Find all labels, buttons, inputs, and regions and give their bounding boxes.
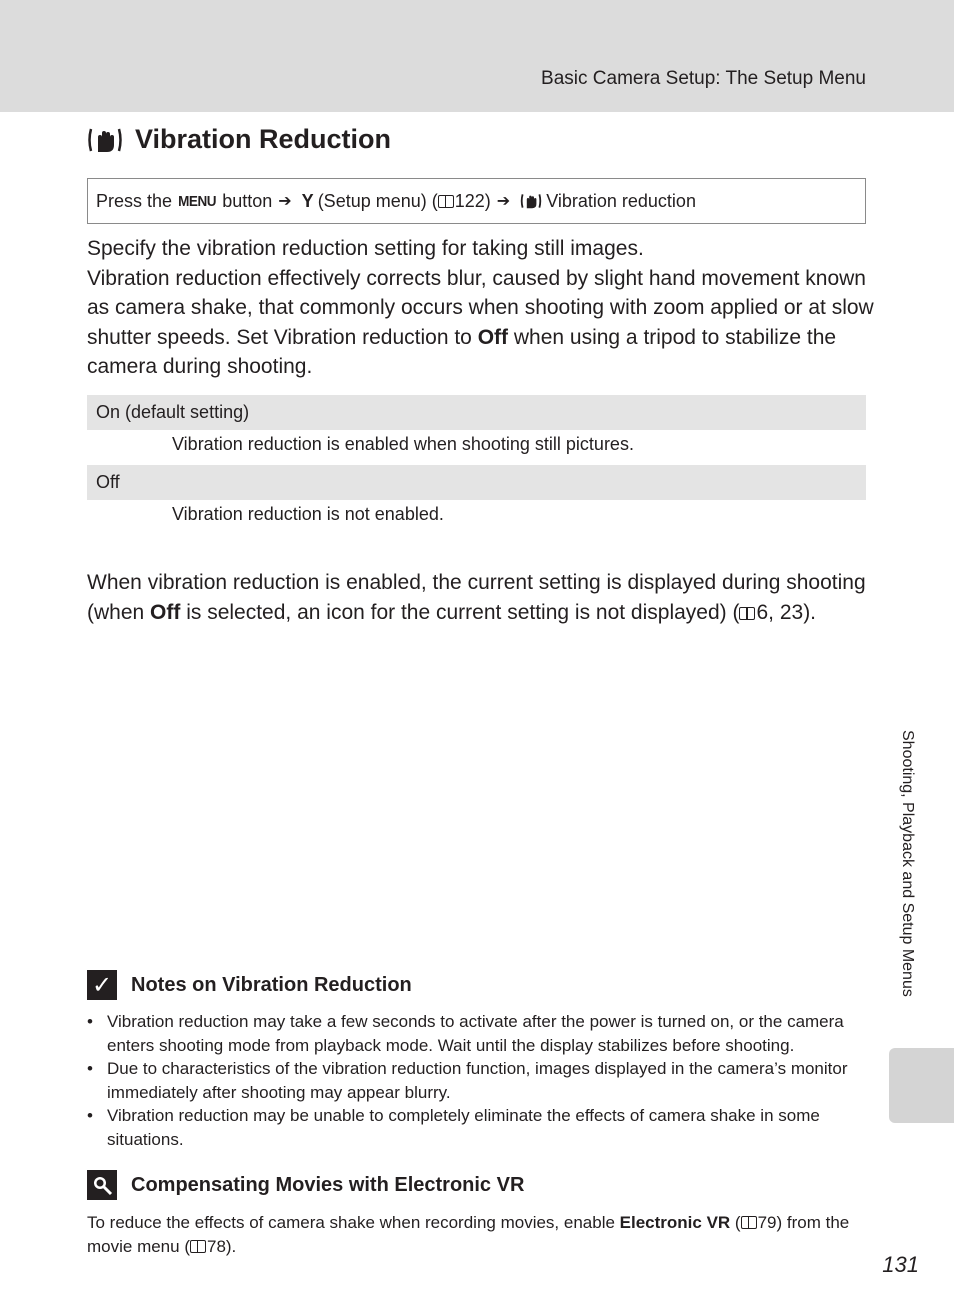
list-item: • Vibration reduction may take a few seconds to activate after the power is turned on, or the camera enters shooting mode from playback mode. Wait until the display stabilizes before shooting. xyxy=(87,1010,867,1057)
checkmark-icon: ✓ xyxy=(87,970,117,1000)
option-on-band xyxy=(87,395,866,430)
running-header: Basic Camera Setup: The Setup Menu xyxy=(541,68,866,89)
menu-button-icon: MENU xyxy=(178,192,217,210)
page-title: Vibration Reduction xyxy=(135,124,392,154)
hint-heading xyxy=(87,1170,524,1200)
menu-path-box xyxy=(87,178,866,224)
notes-heading xyxy=(87,970,412,1000)
page-ref-icon xyxy=(739,607,755,620)
page-ref-icon xyxy=(190,1240,206,1253)
path-target-text: Vibration reduction xyxy=(546,190,696,211)
hint-body-text: To reduce the effects of camera shake when recording movies, enable Electronic VR ( 79) from the movie menu ( 78). xyxy=(87,1213,850,1256)
vibration-reduction-icon xyxy=(520,192,542,210)
intro-line-1: Specify the vibration reduction setting for taking still images. xyxy=(87,237,644,260)
arrow-right-icon: ➔ xyxy=(496,193,511,210)
display-note-text: When vibration reduction is enabled, the current setting is displayed during shooting (when Off is selected, an icon for the current setting is not displayed) ( 6, 23). xyxy=(87,571,866,624)
arrow-right-icon: ➔ xyxy=(278,193,292,210)
header-band xyxy=(0,0,954,112)
notes-title: Notes on Vibration Reduction xyxy=(131,973,412,996)
setup-wrench-icon: Y xyxy=(301,190,314,211)
option-off-description: Vibration reduction is not enabled. xyxy=(172,504,444,524)
option-off-band xyxy=(87,465,866,500)
intro-line-2: Vibration reduction effectively corrects blur, caused by slight hand movement known as camera shake, that commonly occurs when shooting with zoom applied or at slow shutter speeds. Set Vibration reduction to Off when using a tripod to stabilize the camera during shooting. xyxy=(87,266,874,378)
chapter-tab xyxy=(889,1048,954,1123)
option-label: Off xyxy=(96,472,120,492)
side-chapter-label: Shooting, Playback and Setup Menus xyxy=(899,730,916,997)
list-item: • Due to characteristics of the vibration reduction function, images displayed in the camera’s monitor immediately after shooting may appear blurry. xyxy=(87,1057,867,1104)
intro-text xyxy=(87,234,877,382)
page-number: 131 xyxy=(882,1252,919,1277)
title-row xyxy=(87,124,391,155)
hint-magnifier-icon xyxy=(87,1170,117,1200)
path-setup-ref: 122) xyxy=(454,190,491,211)
notes-list xyxy=(87,1010,867,1151)
path-press-text: Press the xyxy=(96,190,173,211)
path-setup-text: (Setup menu) ( xyxy=(317,190,438,211)
page-ref-icon xyxy=(741,1216,757,1229)
option-on-description: Vibration reduction is enabled when shooting still pictures. xyxy=(172,434,634,454)
page-ref-icon xyxy=(438,195,454,208)
path-button-text: button xyxy=(222,190,273,211)
hint-title: Compensating Movies with Electronic VR xyxy=(131,1173,525,1196)
option-label: On (default setting) xyxy=(96,402,250,422)
vibration-reduction-icon xyxy=(87,125,123,155)
list-item: • Vibration reduction may be unable to completely eliminate the effects of camera shake in some situations. xyxy=(87,1104,867,1151)
